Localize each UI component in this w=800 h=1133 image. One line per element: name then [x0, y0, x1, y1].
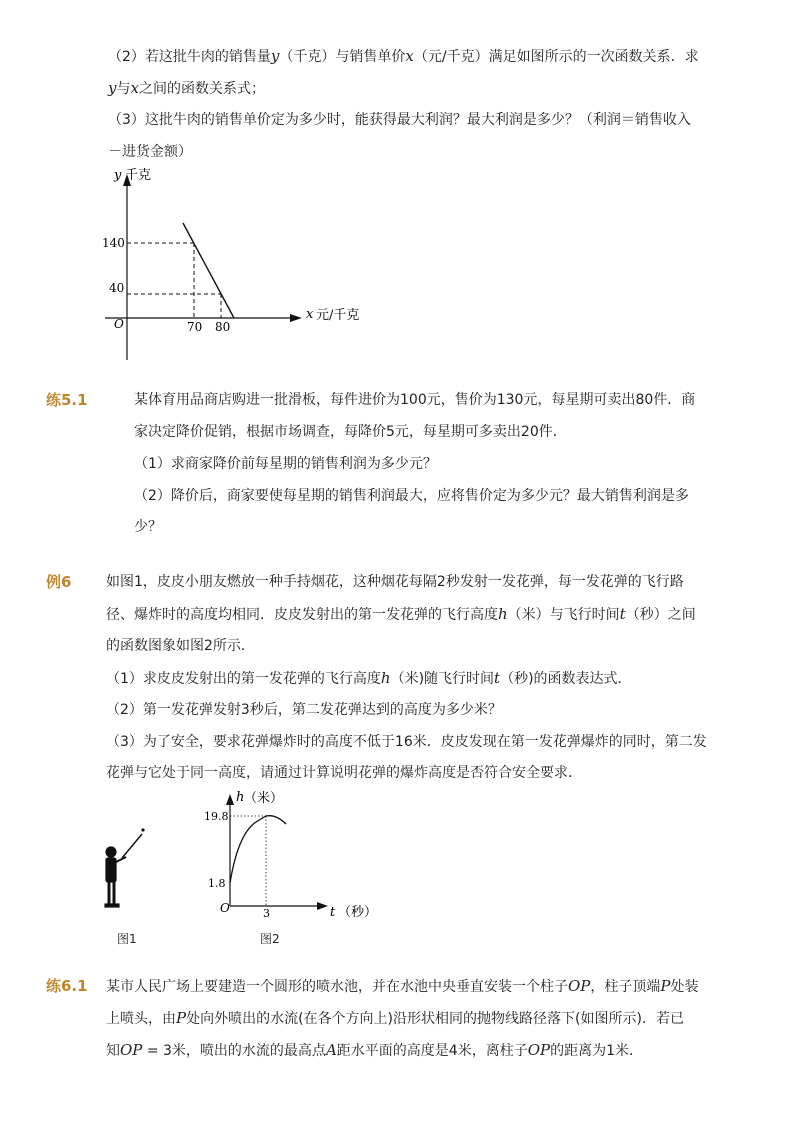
q2-line-2: y与x之间的函数关系式；	[108, 79, 265, 97]
exercise-5-1-tag: 练5.1	[46, 391, 88, 409]
fig1-x-unit: 元/千克	[316, 308, 360, 323]
fig2-y-tick-low: 1.8	[208, 877, 226, 890]
q3-line-2: －进货金额）	[108, 144, 192, 160]
ex6-line-3: 的函数图象如图2所示．	[106, 638, 255, 654]
ex6-line-5: （2）第一发花弹发射3秒后，第二发花弹达到的高度为多少米？	[106, 702, 502, 718]
fig2-x-unit: （秒）	[338, 905, 378, 920]
figure-linear-graph	[100, 160, 380, 370]
fig2-y-var: h	[236, 790, 245, 805]
fig1-y-tick-40: 40	[109, 281, 125, 295]
ex61-line-1: 某市人民广场上要建造一个圆形的喷水池，并在水池中央垂直安装一个柱子OP，柱子顶端P处装	[106, 977, 699, 995]
fig1-x-tick-80: 80	[215, 320, 231, 334]
ex6-fig1-caption: 图1	[117, 932, 137, 946]
ex51-line-3: （1）求商家降价前每星期的销售利润为多少元？	[134, 456, 437, 472]
fig1-x-tick-70: 70	[187, 320, 203, 334]
ex51-line-2: 家决定降价促销，根据市场调查，每降价5元，每星期可多卖出20件．	[134, 424, 567, 440]
ex6-line-1: 如图1，皮皮小朋友燃放一种手持烟花，这种烟花每隔2秒发射一发花弹，每一发花弹的飞行路	[106, 574, 684, 590]
fig1-origin: O	[114, 317, 124, 331]
fig2-y-unit: （米）	[244, 791, 284, 806]
fig1-y-var: y	[114, 168, 122, 183]
figure-parabola-graph	[196, 786, 386, 926]
fig2-x-var: t	[330, 905, 336, 920]
fig1-y-unit: 千克	[125, 168, 152, 183]
figure-person-firework	[96, 822, 156, 917]
ex51-line-1: 某体育用品商店购进一批滑板，每件进价为100元，售价为130元，每星期可卖出80件．商	[134, 392, 696, 408]
exercise-6-1-tag: 练6.1	[46, 977, 88, 995]
ex61-line-3: 知OP = 3米，喷出的水流的最高点A距水平面的高度是4米，离柱子OP的距离为1米．	[106, 1041, 644, 1059]
fig2-x-tick-3: 3	[263, 907, 270, 920]
example-6-tag: 例6	[46, 573, 72, 591]
ex6-fig2-caption: 图2	[260, 932, 280, 946]
fig2-origin: O	[220, 901, 230, 915]
ex6-line-6: （3）为了安全，要求花弹爆炸时的高度不低于16米．皮皮发现在第一发花弹爆炸的同时，第二发	[106, 734, 707, 750]
q2-line-1: （2）若这批牛肉的销售量y（千克）与销售单价x（元/千克）满足如图所示的一次函数关系．求	[108, 47, 699, 65]
ex6-line-7: 花弹与它处于同一高度，请通过计算说明花弹的爆炸高度是否符合安全要求．	[106, 765, 582, 781]
ex6-line-2: 径、爆炸时的高度均相同．皮皮发射出的第一发花弹的飞行高度h（米）与飞行时间t（秒）之间	[106, 605, 696, 623]
ex51-line-4: （2）降价后，商家要使每星期的销售利润最大，应将售价定为多少元？最大销售利润是多	[134, 488, 689, 504]
fig1-x-var: x	[306, 307, 314, 322]
fig2-y-tick-top: 19.8	[204, 810, 229, 823]
ex51-line-5: 少？	[134, 519, 162, 535]
fig1-y-tick-140: 140	[102, 236, 125, 250]
ex6-line-4: （1）求皮皮发射出的第一发花弹的飞行高度h（米)随飞行时间t（秒)的函数表达式．	[106, 669, 632, 687]
q3-line-1: （3）这批牛肉的销售单价定为多少时，能获得最大利润？最大利润是多少？（利润＝销售收入	[108, 112, 691, 128]
ex61-line-2: 上喷头，由P处向外喷出的水流(在各个方向上)沿形状相同的抛物线路径落下(如图所示)．若已	[106, 1009, 684, 1027]
